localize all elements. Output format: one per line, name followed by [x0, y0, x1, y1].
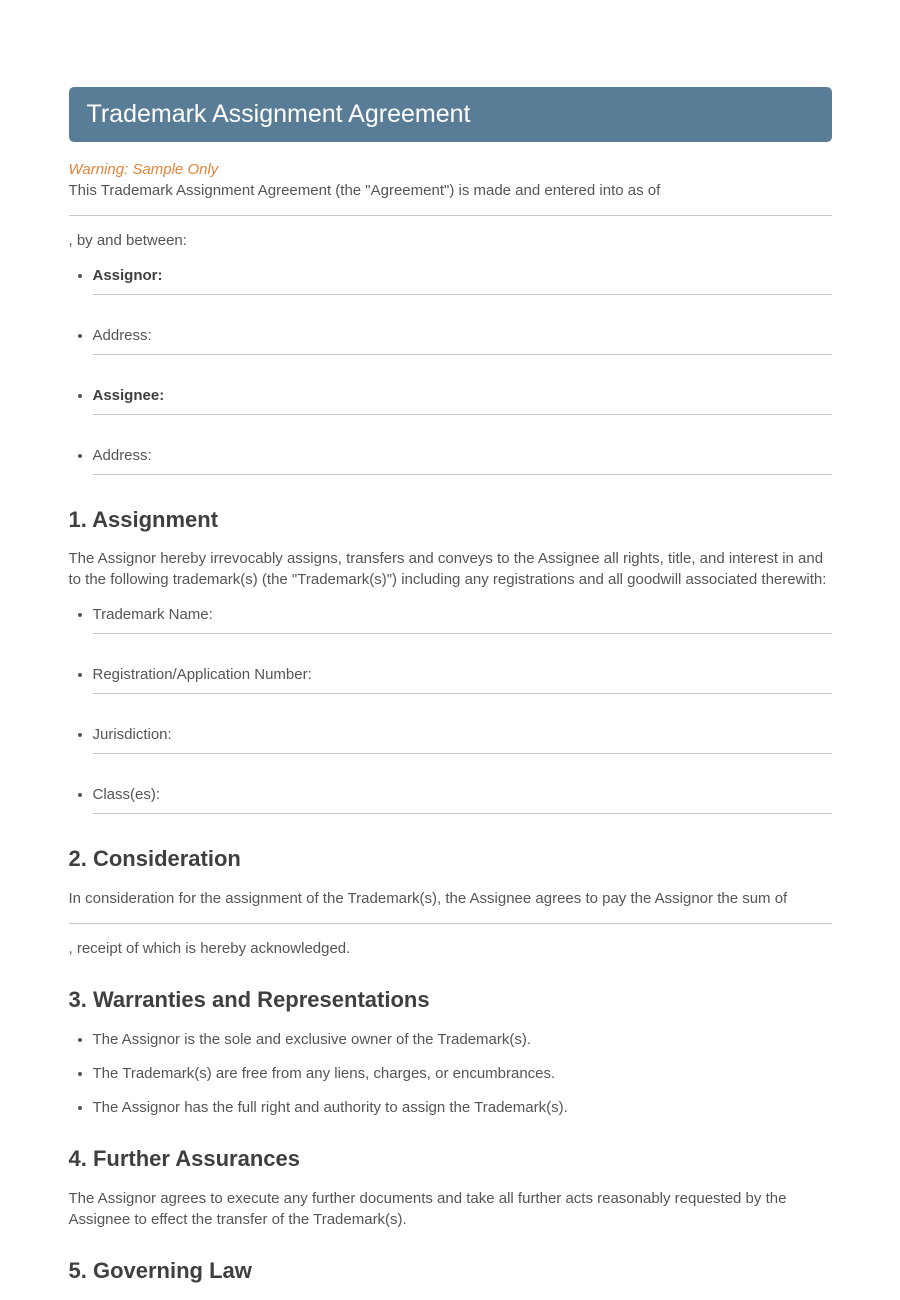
trademark-name-blank-line	[93, 633, 832, 634]
section-heading-consideration: 2. Consideration	[68, 846, 241, 872]
consideration-body-before-blank: In consideration for the assignment of the Trademark(s), the Assignee agrees to pay the Assignor the sum of	[68, 890, 788, 908]
assignment-body-text: The Assignor hereby irrevocably assigns, transfers and conveys to the Assignee all rights, title, and interest in and to the following trademark(s) (the "Trademark(s)") including any registrations and all goodwill associated therewith:	[68, 550, 827, 589]
assignee-address-label: Address:	[92, 446, 152, 464]
field-trademark-name	[93, 604, 832, 634]
party-field-assignor	[93, 265, 832, 295]
warranty-item-free-of-liens: • The Trademark(s) are free from any liens, charges, or encumbrances.	[93, 1063, 832, 1084]
assignor-label: Assignor:	[92, 266, 163, 284]
by-and-between-text: , by and between:	[68, 231, 187, 249]
section-heading-governing-law: 5. Governing Law	[68, 1257, 252, 1283]
trademark-name-label: Trademark Name:	[92, 606, 213, 624]
registration-number-label: Registration/Application Number:	[92, 666, 312, 684]
party-field-assignor-address	[93, 325, 832, 355]
trademark-fields-list	[69, 604, 832, 814]
field-classes	[93, 784, 832, 814]
party-field-assignee-address	[93, 445, 832, 475]
warranty-item-full-right: • The Assignor has the full right and authority to assign the Trademark(s).	[93, 1097, 832, 1118]
warranty-item-sole-owner: • The Assignor is the sole and exclusive owner of the Trademark(s).	[93, 1029, 832, 1050]
intro-paragraph: This Trademark Assignment Agreement (the "Agreement") is made and entered into as of	[68, 181, 661, 199]
registration-number-blank-line	[93, 693, 832, 694]
document-title-banner: Trademark Assignment Agreement	[69, 87, 832, 142]
section-heading-warranties: 3. Warranties and Representations	[68, 987, 430, 1013]
field-jurisdiction	[93, 724, 832, 754]
consideration-body-after-blank: , receipt of which is hereby acknowledged.	[68, 940, 351, 958]
section-heading-further-assurances: 4. Further Assurances	[68, 1145, 300, 1171]
sample-warning-text: Warning: Sample Only	[68, 160, 219, 178]
assignee-blank-line	[93, 414, 832, 415]
assignee-label: Assignee:	[92, 386, 165, 404]
assignor-address-blank-line	[93, 354, 832, 355]
classes-blank-line	[93, 813, 832, 814]
jurisdiction-blank-line	[93, 753, 832, 754]
date-blank-line	[69, 215, 832, 216]
jurisdiction-label: Jurisdiction:	[92, 726, 172, 744]
further-assurances-body-text: The Assignor agrees to execute any further documents and take all further acts reasonably requested by the Assignee to effect the transfer of the Trademark(s).	[68, 1189, 787, 1228]
warranties-list	[69, 1029, 832, 1118]
consideration-sum-blank-line	[69, 923, 832, 924]
party-field-assignee	[93, 385, 832, 415]
assignor-blank-line	[93, 294, 832, 295]
party-fields-list	[69, 265, 832, 475]
document-page	[69, 0, 832, 1285]
section-heading-assignment: 1. Assignment	[68, 506, 219, 532]
field-registration-number	[93, 664, 832, 694]
classes-label: Class(es):	[92, 786, 161, 804]
assignor-address-label: Address:	[92, 326, 152, 344]
assignee-address-blank-line	[93, 474, 832, 475]
